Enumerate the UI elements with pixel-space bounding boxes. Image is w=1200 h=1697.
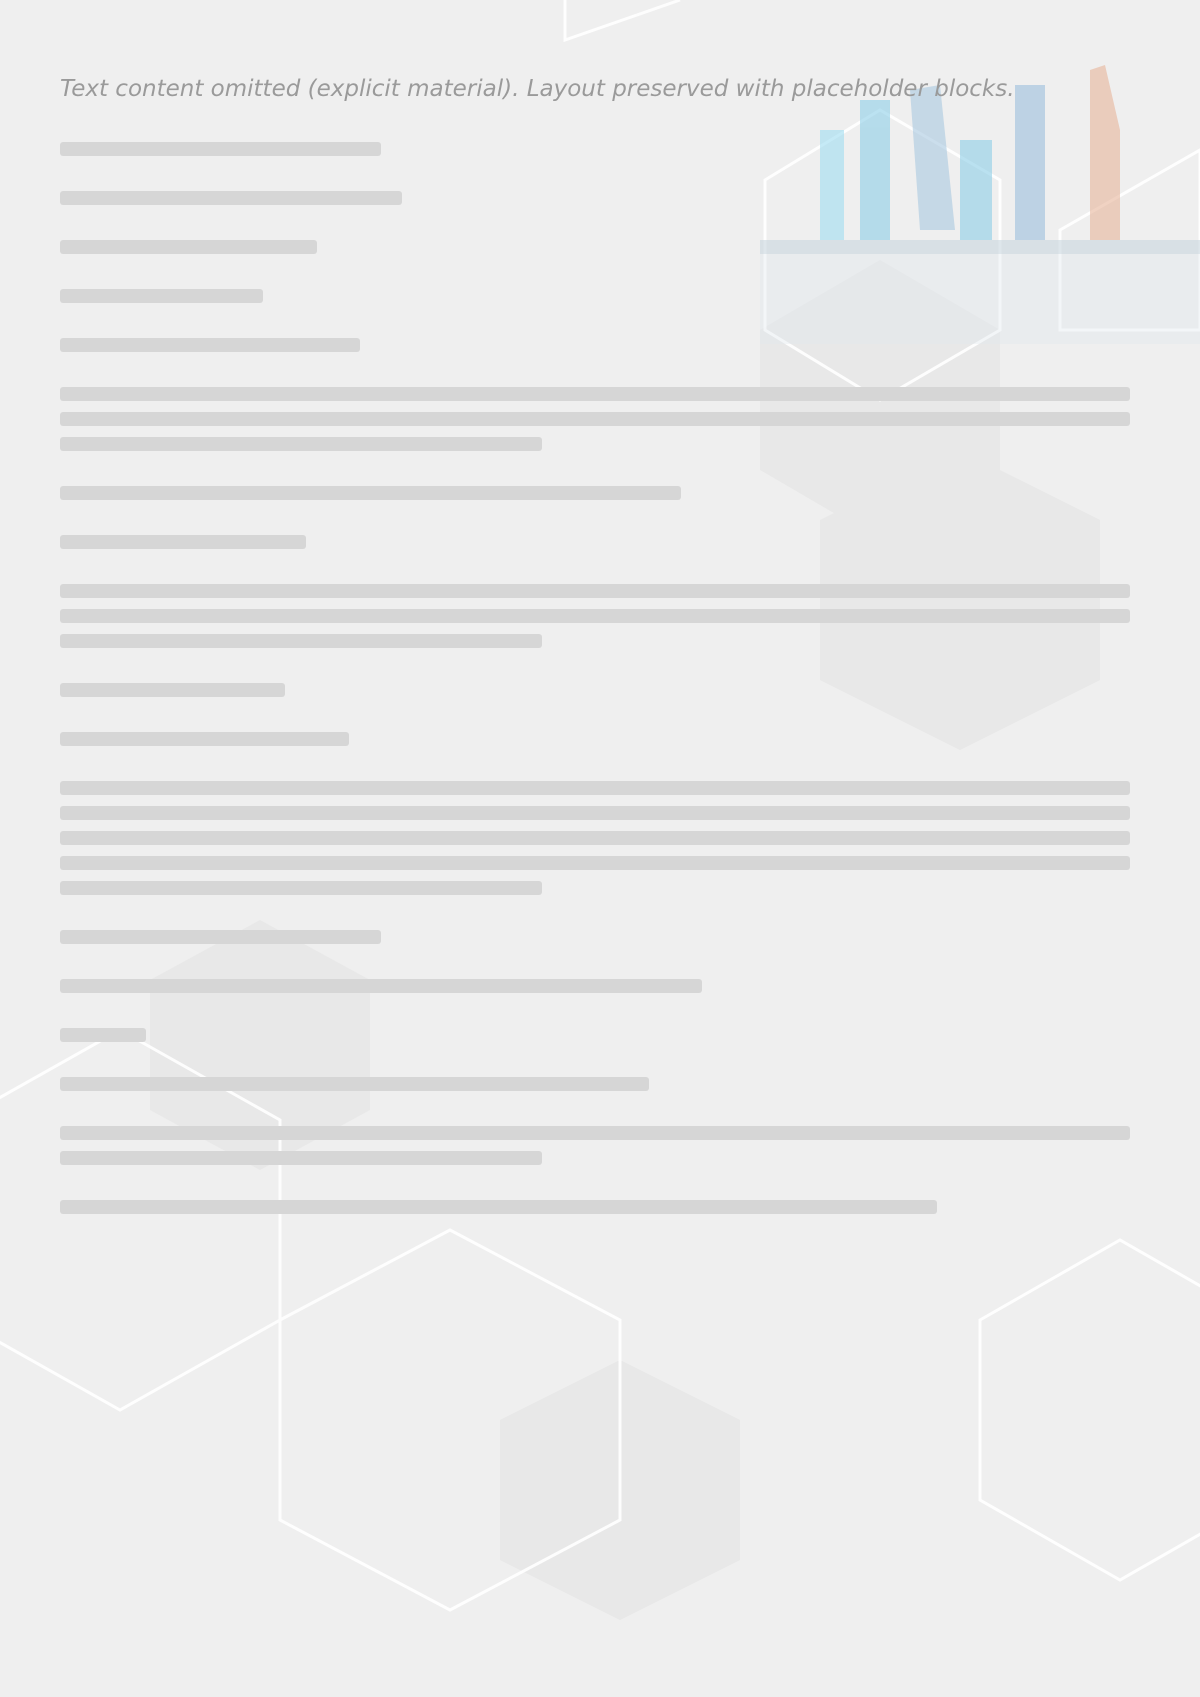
- paragraph: [60, 387, 1130, 451]
- text-line-placeholder: [60, 1200, 937, 1214]
- paragraph: [60, 1126, 1130, 1165]
- paragraph: [60, 191, 1130, 205]
- document-page: [60, 72, 1130, 1249]
- text-line-placeholder: [60, 142, 381, 156]
- text-line-placeholder: [60, 732, 349, 746]
- text-line-placeholder: [60, 683, 285, 697]
- paragraph: [60, 289, 1130, 303]
- paragraph: [60, 732, 1130, 746]
- text-line-placeholder: [60, 806, 1130, 820]
- content-notice: Text content omitted (explicit material). Layout preserved with placeholder blocks.: [60, 76, 1015, 102]
- paragraph: [60, 1200, 1130, 1214]
- text-line-placeholder: [60, 191, 402, 205]
- paragraph: [60, 930, 1130, 944]
- text-line-placeholder: [60, 535, 306, 549]
- text-line-placeholder: [60, 1028, 146, 1042]
- text-line-placeholder: [60, 338, 360, 352]
- text-line-placeholder: [60, 781, 1130, 795]
- text-line-placeholder: [60, 387, 1130, 401]
- paragraph: [60, 1028, 1130, 1042]
- text-line-placeholder: [60, 856, 1130, 870]
- text-line-placeholder: [60, 1077, 649, 1091]
- text-line-placeholder: [60, 609, 1130, 623]
- paragraph: [60, 979, 1130, 993]
- text-line-placeholder: [60, 584, 1130, 598]
- text-line-placeholder: [60, 289, 263, 303]
- paragraph: [60, 683, 1130, 697]
- text-line-placeholder: [60, 930, 381, 944]
- text-line-placeholder: [60, 881, 542, 895]
- paragraph: [60, 486, 1130, 500]
- text-line-placeholder: [60, 1151, 542, 1165]
- paragraph: [60, 142, 1130, 156]
- paragraph: [60, 240, 1130, 254]
- paragraph: [60, 338, 1130, 352]
- paragraph-list: [60, 142, 1130, 1214]
- text-line-placeholder: [60, 412, 1130, 426]
- paragraph: [60, 1077, 1130, 1091]
- text-line-placeholder: [60, 437, 542, 451]
- text-line-placeholder: [60, 1126, 1130, 1140]
- text-line-placeholder: [60, 979, 702, 993]
- text-line-placeholder: [60, 634, 542, 648]
- text-line-placeholder: [60, 831, 1130, 845]
- paragraph: [60, 535, 1130, 549]
- paragraph: [60, 781, 1130, 895]
- paragraph: [60, 584, 1130, 648]
- text-line-placeholder: [60, 486, 681, 500]
- text-line-placeholder: [60, 240, 317, 254]
